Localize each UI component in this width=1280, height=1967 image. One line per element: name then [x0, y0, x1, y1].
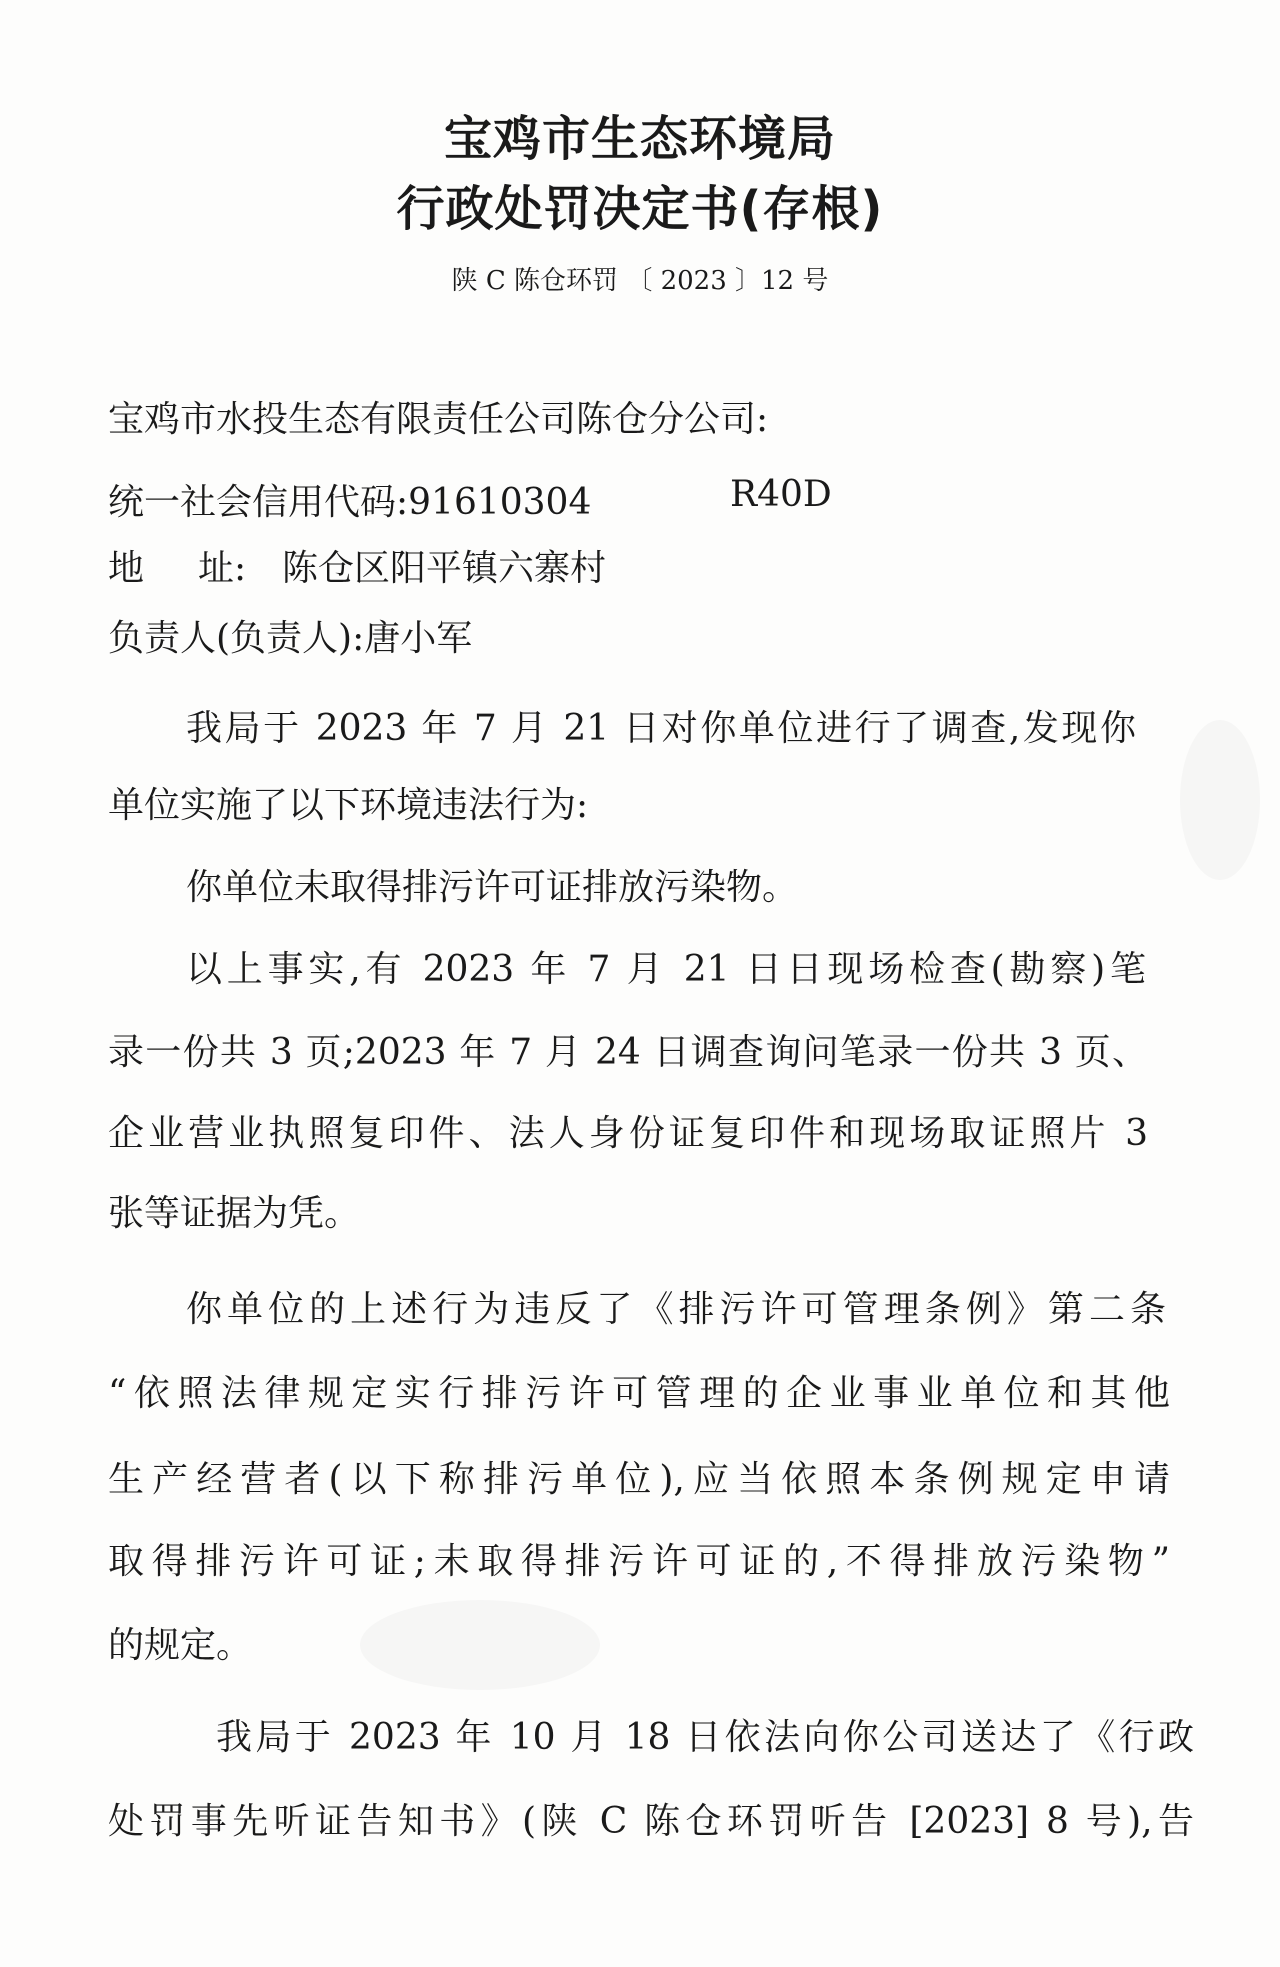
address-label-part: 地 [108, 548, 145, 589]
paragraph-line: 企业营业执照复印件、法人身份证复印件和现场取证照片 3 [108, 1113, 1148, 1154]
paragraph-line: 你单位的上述行为违反了《排污许可管理条例》第二条 [186, 1289, 1166, 1330]
responsible-person: 负责人(负责人):唐小军 [108, 618, 473, 659]
paragraph-line: 生产经营者(以下称排污单位),应当依照本条例规定申请 [108, 1459, 1170, 1500]
document-number: 陕 C 陈仓环罚 〔 2023 〕12 号 [451, 266, 829, 296]
paper-stain [1180, 720, 1260, 880]
paragraph-line: 张等证据为凭。 [108, 1193, 361, 1234]
credit-code: 统一社会信用代码:91610304 [108, 482, 592, 523]
paragraph-line: 我局于 2023 年 10 月 18 日依法向你公司送达了《行政 [216, 1717, 1194, 1758]
address-label-part: 址: [198, 548, 247, 589]
recipient-company: 宝鸡市水投生态有限责任公司陈仓分公司: [108, 399, 769, 440]
credit-code-suffix: R40D [730, 474, 832, 515]
paragraph-line: 我局于 2023 年 7 月 21 日对你单位进行了调查,发现你 [186, 708, 1136, 749]
document-subtitle: 行政处罚决定书(存根) [396, 181, 884, 237]
paragraph-line: 以上事实,有 2023 年 7 月 21 日日现场检查(勘察)笔 [186, 949, 1146, 990]
paragraph-line: 处罚事先听证告知书》(陕 C 陈仓环罚听告 [2023] 8 号),告 [108, 1801, 1194, 1842]
paragraph-line: 你单位未取得排污许可证排放污染物。 [186, 867, 799, 908]
paper-stain [360, 1600, 600, 1690]
document-title: 宝鸡市生态环境局 [443, 111, 836, 167]
paragraph-line: 录一份共 3 页;2023 年 7 月 24 日调查询问笔录一份共 3 页、 [108, 1032, 1148, 1073]
paragraph-line: 单位实施了以下环境违法行为: [108, 785, 589, 826]
address-value: 陈仓区阳平镇六寨村 [282, 548, 607, 589]
paragraph-line: “依照法律规定实行排污许可管理的企业事业单位和其他 [108, 1373, 1170, 1414]
paragraph-line: 取得排污许可证;未取得排污许可证的,不得排放污染物” [108, 1541, 1170, 1582]
address-label [108, 540, 258, 591]
paragraph-line: 的规定。 [108, 1625, 253, 1666]
